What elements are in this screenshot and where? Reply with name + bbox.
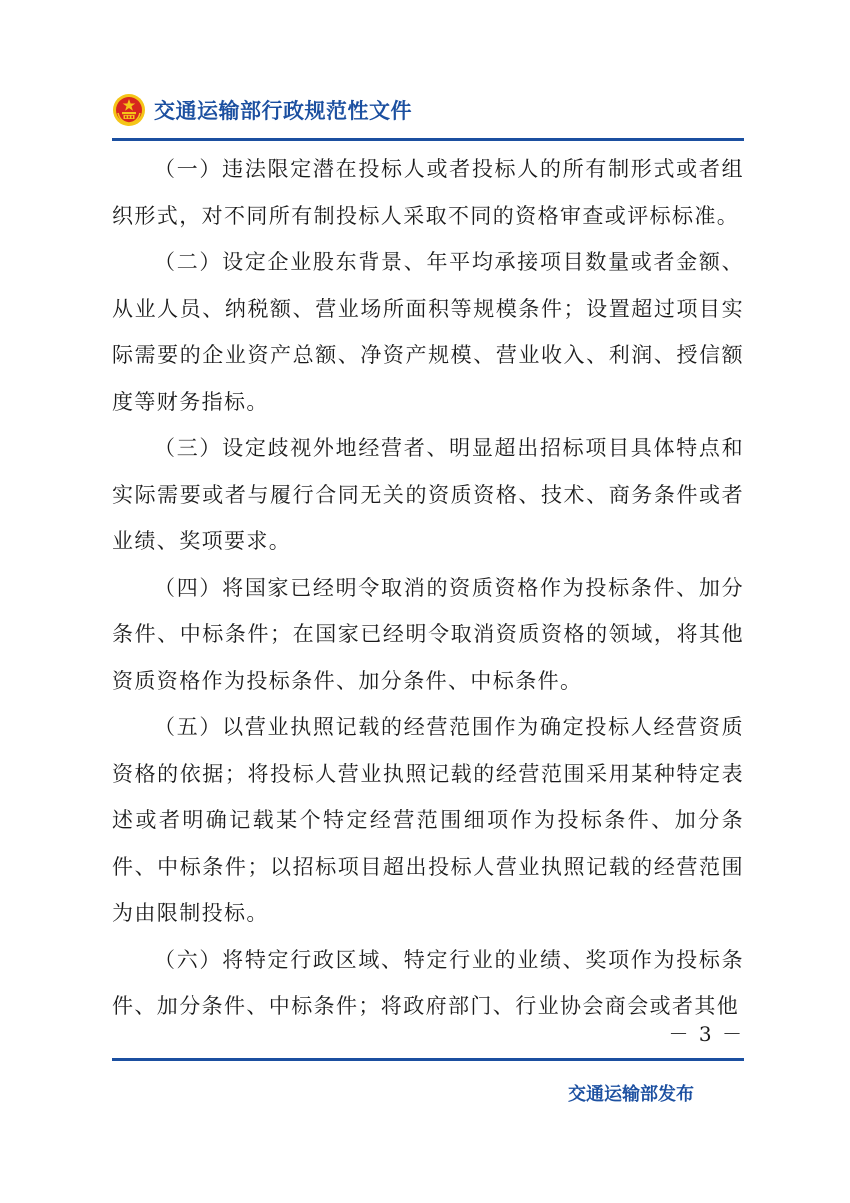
document-body xyxy=(112,146,744,1030)
clause-paragraph-4: （四）将国家已经明令取消的资质资格作为投标条件、加分条件、中标条件；在国家已经明令取消资质资格的领域，将其他资质资格作为投标条件、加分条件、中标条件。 xyxy=(112,575,744,693)
national-emblem-icon xyxy=(112,93,146,127)
document-type-title: 交通运输部行政规范性文件 xyxy=(154,99,412,123)
header-divider xyxy=(112,138,744,141)
publisher-label: 交通运输部发布 xyxy=(568,1084,694,1105)
clause-paragraph-2: （二）设定企业股东背景、年平均承接项目数量或者金额、从业人员、纳税额、营业场所面积等规模条件；设置超过项目实际需要的企业资产总额、净资产规模、营业收入、利润、授信额度等财务指标。 xyxy=(112,250,744,414)
clause-paragraph-3: （三）设定歧视外地经营者、明显超出招标项目具体特点和实际需要或者与履行合同无关的资质资格、技术、商务条件或者业绩、奖项要求。 xyxy=(112,436,744,553)
clause-paragraph-1: （一）违法限定潜在投标人或者投标人的所有制形式或者组织形式，对不同所有制投标人采取不同的资格审查或评标标准。 xyxy=(112,157,744,228)
document-header xyxy=(112,88,744,132)
clause-paragraph-5: （五）以营业执照记载的经营范围作为确定投标人经营资质资格的依据；将投标人营业执照记载的经营范围采用某种特定表述或者明确记载某个特定经营范围细项作为投标条件、加分条件、中标条件；以招标项目超出投标人营业执照记载的经营范围为由限制投标。 xyxy=(112,715,744,925)
clause-paragraph-6: （六）将特定行政区域、特定行业的业绩、奖项作为投标条件、加分条件、中标条件；将政府部门、行业协会商会或者其他 xyxy=(112,947,744,1018)
footer-divider xyxy=(112,1058,744,1061)
page-number: － 3 － xyxy=(668,1022,744,1046)
